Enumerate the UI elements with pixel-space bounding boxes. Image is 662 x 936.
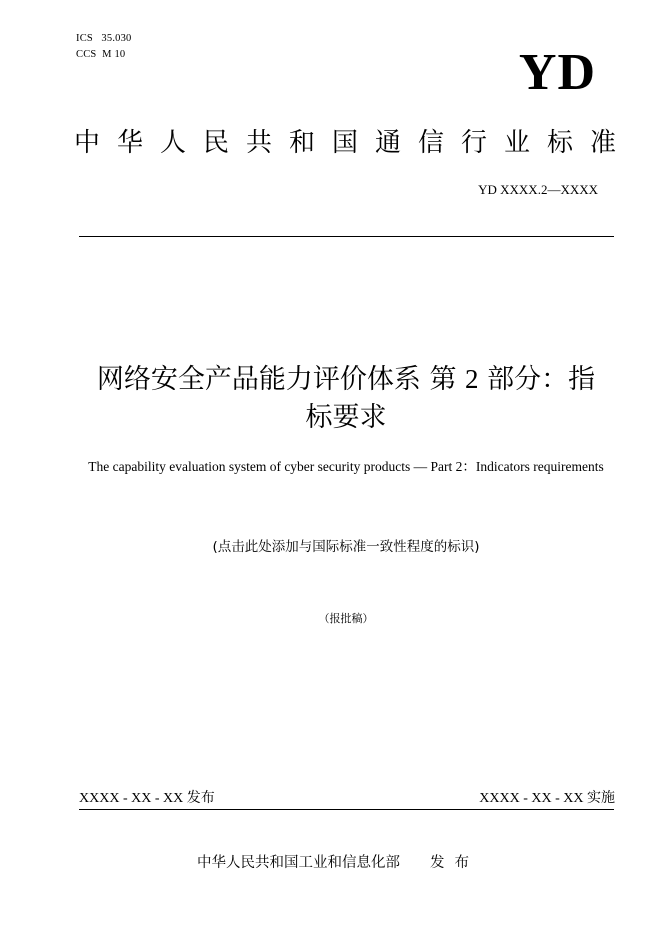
implement-date-block: [479, 788, 615, 809]
issuer-block: [197, 853, 479, 873]
ccs-code: CCS M 10: [76, 49, 126, 60]
yd-logo: YD: [518, 44, 596, 101]
issue-date-block: [79, 788, 215, 809]
issue-date: XXXX - XX - XX: [79, 791, 184, 806]
ics-code: ICS 35.030: [76, 33, 132, 44]
footer-divider: [79, 809, 614, 810]
english-title: The capability evaluation system of cyber security products — Part 2：Indicators requirements: [88, 459, 604, 474]
consistency-marker[interactable]: (点击此处添加与国际标准一致性程度的标识): [212, 539, 480, 555]
classification-codes: [76, 31, 132, 63]
chinese-title-line-1: [70, 360, 622, 399]
issue-label: 发布: [186, 790, 215, 806]
chinese-title-line-2: 标要求: [305, 402, 387, 433]
issuer-action: 发布: [430, 855, 479, 871]
standard-number: YD XXXX.2—XXXX: [478, 182, 598, 197]
chinese-title-part-a: 网络安全产品能力评价体系 第: [96, 364, 457, 395]
chinese-title-part-b: 部分：指: [487, 364, 596, 395]
chinese-title: [70, 360, 622, 437]
issuer-name: 中华人民共和国工业和信息化部: [197, 855, 400, 871]
draft-status: （报批稿）: [318, 612, 374, 625]
standard-type: 中华人民共和国通信行业标准: [74, 128, 634, 158]
header-divider: [79, 236, 614, 237]
implement-date: XXXX - XX - XX: [479, 791, 584, 806]
part-number: 2: [465, 364, 479, 394]
implement-label: 实施: [587, 790, 615, 806]
